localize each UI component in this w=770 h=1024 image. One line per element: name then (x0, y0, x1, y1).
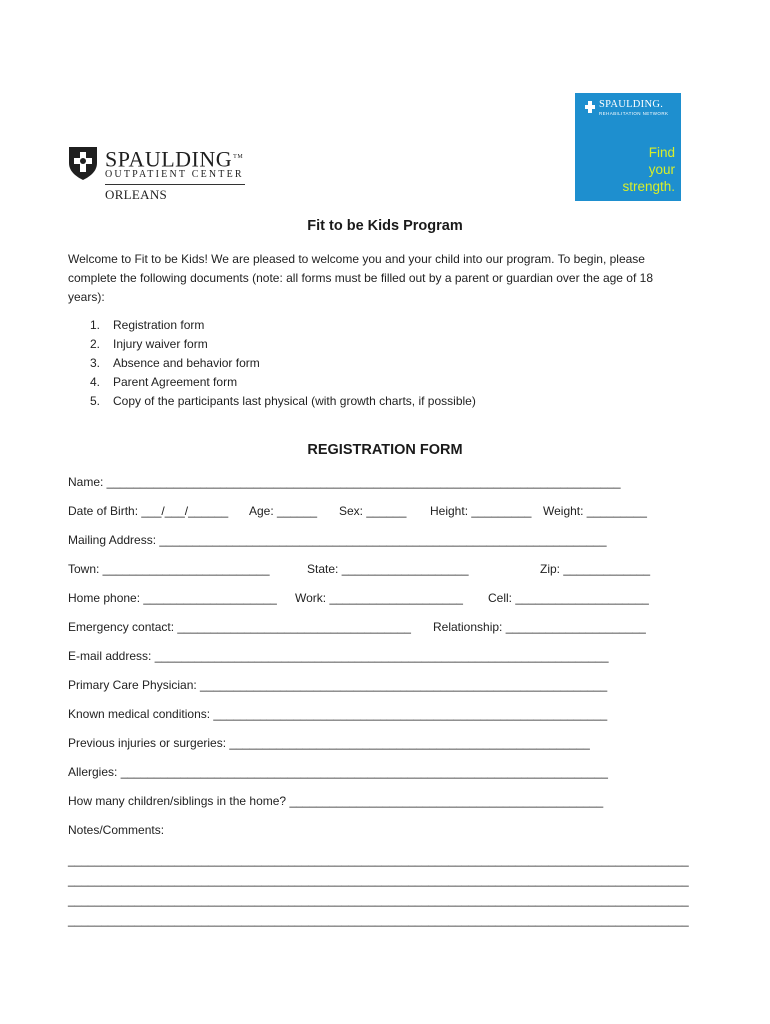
phone-row (68, 591, 658, 607)
list-item: 1. Registration form (90, 318, 205, 332)
required-documents-list (90, 316, 476, 411)
state-field[interactable]: State: ___________________ (307, 562, 469, 576)
zip-field[interactable]: Zip: _____________ (540, 562, 651, 576)
pcp-row (68, 678, 658, 694)
logo-subtitle: OUTPATIENT CENTER (105, 169, 244, 180)
siblings-count-field[interactable]: How many children/siblings in the home? _______________________________________________ (68, 794, 604, 808)
notes-label: Notes/Comments: (68, 823, 165, 837)
tagline-line: strength. (622, 179, 675, 194)
tagline-line: your (648, 162, 675, 177)
list-item: 2. Injury waiver form (90, 337, 208, 351)
previous-injuries-field[interactable]: Previous injuries or surgeries: ______________________________________________________ (68, 736, 590, 750)
notes-line[interactable]: _____________________________________________________________________________________________ (68, 893, 689, 907)
date-of-birth-field[interactable]: Date of Birth: ___/___/______ (68, 504, 229, 518)
list-item: 4. Parent Agreement form (90, 375, 238, 389)
notes-line[interactable]: _____________________________________________________________________________________________ (68, 853, 689, 867)
relationship-field[interactable]: Relationship: _____________________ (433, 620, 646, 634)
emergency-row (68, 620, 658, 636)
network-subtitle: REHABILITATION NETWORK (599, 111, 669, 116)
spaulding-orleans-logo (67, 145, 262, 205)
intro-line: complete the following documents (note: all forms must be filled out by a parent or guardian over the age of 18 (68, 271, 653, 285)
work-phone-field[interactable]: Work: ____________________ (295, 591, 463, 605)
notes-line[interactable]: _____________________________________________________________________________________________ (68, 913, 689, 927)
mailing-row (68, 533, 658, 549)
dob-row (68, 504, 658, 520)
cross-mark-icon (584, 100, 596, 114)
shield-cross-icon (67, 145, 99, 181)
allergies-field[interactable]: Allergies: _________________________________________________________________________ (68, 765, 608, 779)
network-name: SPAULDING. (599, 99, 664, 110)
medical-row (68, 707, 658, 723)
notes-line[interactable]: _____________________________________________________________________________________________ (68, 873, 689, 887)
intro-line: Welcome to Fit to be Kids! We are pleased to welcome you and your child into our program. To begin, please (68, 252, 645, 266)
primary-care-physician-field[interactable]: Primary Care Physician: _____________________________________________________________ (68, 678, 608, 692)
allergies-row (68, 765, 658, 781)
emergency-contact-field[interactable]: Emergency contact: ___________________________________ (68, 620, 411, 634)
town-row (68, 562, 658, 578)
age-field[interactable]: Age: ______ (249, 504, 318, 518)
intro-line: years): (68, 290, 105, 304)
height-field[interactable]: Height: _________ (430, 504, 532, 518)
weight-field[interactable]: Weight: _________ (543, 504, 647, 518)
cell-phone-field[interactable]: Cell: ____________________ (488, 591, 649, 605)
notes-row (68, 823, 658, 839)
town-field[interactable]: Town: _________________________ (68, 562, 270, 576)
medical-conditions-field[interactable]: Known medical conditions: ___________________________________________________________ (68, 707, 608, 721)
email-row (68, 649, 658, 665)
tagline-line: Find (648, 145, 675, 160)
registration-form-title: REGISTRATION FORM (307, 442, 463, 458)
name-field[interactable]: Name: _____________________________________________________________________________ (68, 475, 621, 489)
list-item: 5. Copy of the participants last physical (with growth charts, if possible) (90, 394, 476, 408)
sex-field[interactable]: Sex: ______ (339, 504, 407, 518)
email-field[interactable]: E-mail address: ____________________________________________________________________ (68, 649, 609, 663)
tagline (622, 144, 675, 195)
logo-name: SPAULDING™ (105, 146, 244, 172)
mailing-address-field[interactable]: Mailing Address: ___________________________________________________________________ (68, 533, 607, 547)
logo-divider (105, 184, 245, 185)
injuries-row (68, 736, 658, 752)
siblings-row (68, 794, 658, 810)
logo-location: ORLEANS (105, 187, 168, 202)
list-item: 3. Absence and behavior form (90, 356, 260, 370)
home-phone-field[interactable]: Home phone: ____________________ (68, 591, 277, 605)
name-row (68, 475, 658, 491)
program-title: Fit to be Kids Program (307, 218, 463, 234)
intro-paragraph (68, 250, 708, 307)
spaulding-network-logo (575, 93, 681, 201)
trademark: TM (233, 154, 244, 160)
